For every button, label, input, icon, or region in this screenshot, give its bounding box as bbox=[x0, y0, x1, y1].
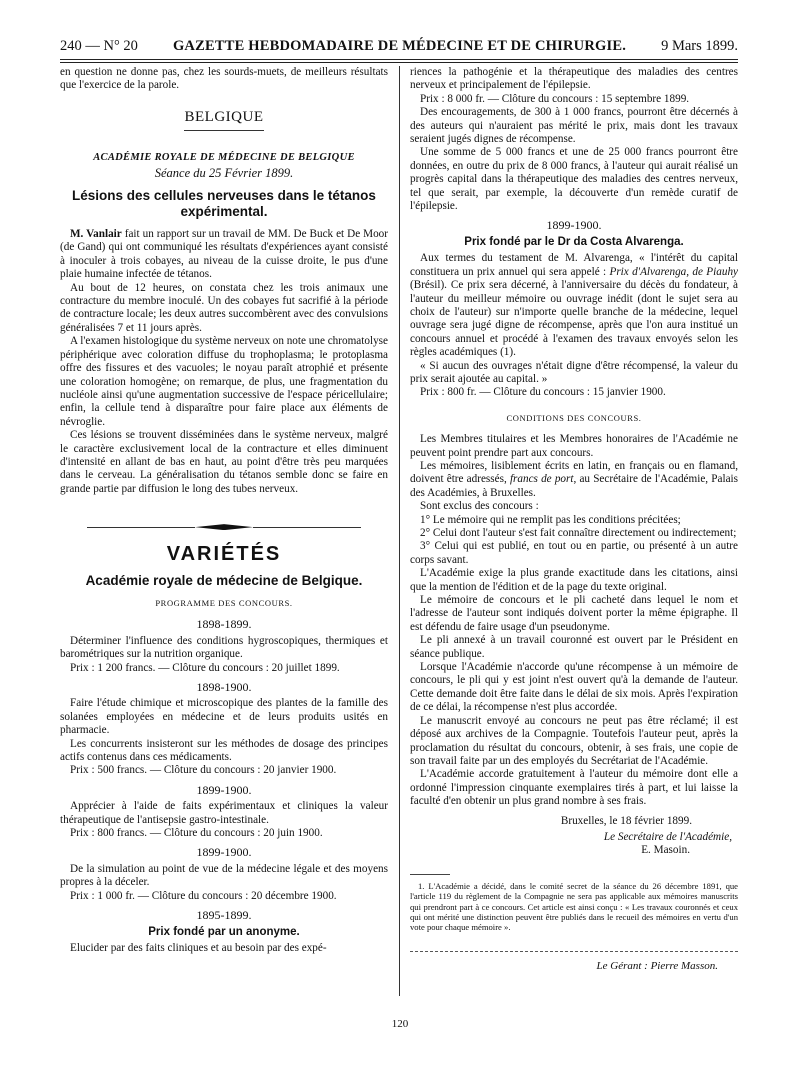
list-item: 3° Celui qui est publié, en tout ou en partie, ou présenté à un autre corps savant. bbox=[410, 540, 738, 566]
prize-title: Prix fondé par le Dr da Costa Alvarenga. bbox=[464, 235, 684, 248]
paragraph bbox=[410, 252, 738, 359]
header-rule bbox=[60, 59, 738, 63]
footnote-rule bbox=[410, 874, 450, 875]
contest-year: 1899-1900. bbox=[196, 845, 252, 860]
contest-year: 1898-1899. bbox=[196, 617, 252, 632]
prize-name: Prix d'Alvarenga, de Piauhy bbox=[609, 265, 738, 278]
right-column bbox=[410, 66, 738, 973]
paragraph: Ces lésions se trouvent disséminées dans le système nerveux, malgré le caractère exclusivement local de la contracture et elles diminuent d'intensité en allant de bas en haut, au point d'être très peu marquées dans le cerveau. La généralisation du tétanos semble donc se faire en grande partie par diffusion le long des tubes nerveux. bbox=[60, 429, 388, 495]
paragraph: De la simulation au point de vue de la médecine légale et des moyens propres à la déceler. bbox=[60, 862, 388, 889]
two-columns bbox=[60, 66, 738, 973]
prize-title: Prix fondé par un anonyme. bbox=[148, 925, 300, 938]
column-divider bbox=[399, 66, 400, 996]
paragraph-text: fait un rapport sur un travail de MM. De Buck et De Moor (de Gand) qui ont communiqué les résultats d'expériences ayant consisté à inoculer à trois cobayes, au niveau de la cuisse droite, le pus d'une plaie humaine infectée de tétanos. bbox=[60, 228, 388, 281]
footnote-text: 1. L'Académie a décidé, dans le comité secret de la séance du 26 décembre 1891, que l'article 119 du règlement de la Compagnie ne sera pas applicable aux mémoires manuscrits qui prendront part à ce concours. Cet article est ainsi conçu : « Les travaux couronnés et ceux qui ont mérité une distinction peuvent être publiés dans le recueil des mémoires en vertu d'un vote pour chaque mémoire ». bbox=[410, 880, 738, 933]
paragraph: Sont exclus des concours : bbox=[420, 500, 539, 513]
paragraph: Le manuscrit envoyé au concours ne peut pas être réclamé; il est déposé aux archives de la Compagnie. Toutefois l'auteur peut, après la proclamation du résultat du concours, obtenir, à ses frais, une copie de son travail faite par un des employés du Secrétariat de l'Académie. bbox=[410, 714, 738, 767]
paragraph: L'Académie exige la plus grande exactitude dans les citations, ainsi que la mention de l'édition et de la page du texte original. bbox=[410, 567, 738, 593]
section-rule bbox=[184, 130, 264, 131]
section-title: BELGIQUE bbox=[184, 108, 264, 125]
academie-title: Académie royale de médecine de Belgique. bbox=[85, 572, 363, 588]
paragraph: A l'examen histologique du système nerveux on note une chromatolyse périphérique avec coloration diffuse du trophoplasma; le protoplasma offre des fissures et des vacuoles; le noyau paraît atrophié et présente une coloration homogène; on remarque, de plus, une fragmentation du nucléole ainsi qu'une augmentation successive de l'espace péricellulaire; enfin, la cellule tend à disparaître pour faire place aux éléments de névroglie. bbox=[60, 335, 388, 428]
prize-line: Prix : 1 000 fr. — Clôture du concours : 20 décembre 1900. bbox=[70, 889, 337, 902]
secretary-role: Le Secrétaire de l'Académie, bbox=[603, 830, 732, 843]
paragraph: Déterminer l'influence des conditions hygroscopiques, thermiques et barométriques sur la nutrition organique. bbox=[60, 634, 388, 661]
speaker-name: M. Vanlair bbox=[70, 228, 122, 241]
page-info: 240 — N° 20 bbox=[60, 38, 138, 54]
varietes-heading: VARIÉTÉS bbox=[166, 543, 282, 566]
intro-paragraph: en question ne donne pas, chez les sourds-muets, de meilleurs résultats que l'exercice de la parole. bbox=[60, 66, 388, 92]
paragraph: Le pli annexé à un travail couronné est ouvert par le Président en séance publique. bbox=[410, 634, 738, 660]
prize-line: Prix : 800 francs. — Clôture du concours : 20 juin 1900. bbox=[70, 827, 323, 840]
place-date: Bruxelles, le 18 février 1899. bbox=[560, 814, 692, 827]
ornament-divider bbox=[60, 524, 388, 530]
paragraph: Au bout de 12 heures, on constata chez les trois animaux une contracture du membre inoculé. Un des cobayes fut sacrifié à la période de contracture locale; les deux autres succombèrent avec des convulsions généralisées 7 et 11 jours après. bbox=[60, 281, 388, 334]
journal-title: GAZETTE HEBDOMADAIRE DE MÉDECINE ET DE CHIRURGIE. bbox=[172, 38, 627, 54]
paragraph: Le mémoire de concours et le pli cacheté dans lequel le nom et l'adresse de l'auteur sont indiqués doivent porter la même épigraphe. Il est défendu de faire usage d'un pseudonyme. bbox=[410, 594, 738, 633]
list-item: 1° Le mémoire qui ne remplit pas les conditions précitées; bbox=[420, 513, 681, 526]
paragraph: Faire l'étude chimique et microscopique des plantes de la famille des solanées employées en médecine et de leurs produits usités en pharmacie. bbox=[60, 697, 388, 737]
left-column bbox=[60, 66, 388, 973]
seance-heading: Séance du 25 Février 1899. bbox=[154, 165, 294, 180]
prize-line: Prix : 1 200 francs. — Clôture du concours : 20 juillet 1899. bbox=[70, 661, 340, 674]
programme-heading: PROGRAMME DES CONCOURS. bbox=[155, 597, 293, 608]
academie-heading: ACADÉMIE ROYALE DE MÉDECINE DE BELGIQUE bbox=[93, 152, 355, 164]
contest-year: 1899-1900. bbox=[196, 782, 252, 797]
gerant-text: Le Gérant : Pierre Masson. bbox=[596, 959, 718, 972]
contest-year: 1895-1899. bbox=[196, 908, 252, 923]
paragraph: Une somme de 5 000 francs et une de 25 000 francs pourront être données, en outre du prix de 8 000 francs, à l'auteur qui aurait réalisé un progrès capital dans la thérapeutique des maladies des centres nerveux, tel que serait, par exemple, la découverte d'un remède curatif de l'épilepsie. bbox=[410, 146, 738, 213]
prize-line: Prix : 800 fr. — Clôture du concours : 15 janvier 1900. bbox=[420, 386, 666, 399]
paragraph: Lorsque l'Académie n'accorde qu'une récompense à un mémoire de concours, le pli qui y est joint n'est ouvert qu'à la demande de l'auteur. Cette demande doit être faite dans le délai de six mois. Après l'expiration de ce délai, la récompense n'est plus accordée. bbox=[410, 661, 738, 714]
paragraph bbox=[60, 228, 388, 282]
issue-date: 9 Mars 1899. bbox=[661, 38, 738, 54]
paragraph: Elucider par des faits cliniques et au besoin par des expé- bbox=[70, 941, 327, 954]
paragraph bbox=[410, 460, 738, 500]
ornament-diamond bbox=[195, 524, 253, 530]
footnote bbox=[410, 881, 738, 933]
prize-line: Prix : 500 francs. — Clôture du concours : 20 janvier 1900. bbox=[70, 764, 337, 777]
paragraph: « Si aucun des ouvrages n'était digne d'être récompensé, la valeur du prix serait ajoutée au capital. » bbox=[410, 359, 738, 385]
page bbox=[60, 38, 738, 973]
contest-year: 1899-1900. bbox=[546, 218, 602, 233]
paragraph-text: Aux termes du testament de M. Alvarenga, « l'intérêt du capital constituera un prix annuel qui sera appelé : bbox=[410, 252, 738, 278]
paragraph: Les Membres titulaires et les Membres honoraires de l'Académie ne peuvent point prendre part aux concours. bbox=[410, 433, 738, 459]
prize-line: Prix : 8 000 fr. — Clôture du concours : 15 septembre 1899. bbox=[420, 92, 690, 105]
paragraph-text: , au Secrétaire de l'Académie, Palais des Académies, à Bruxelles. bbox=[410, 473, 738, 499]
paragraph: riences la pathogénie et la thérapeutique des maladies des centres nerveux et principalement de l'épilepsie. bbox=[410, 66, 738, 92]
paragraph: L'Académie accorde gratuitement à l'auteur du mémoire dont elle a ordonné l'impression cinquante exemplaires tirés à part, et lui laisse la faculté d'en obtenir un plus grand nombre à ses frais. bbox=[410, 768, 738, 808]
running-head bbox=[60, 38, 738, 59]
ornament-line bbox=[87, 527, 195, 528]
gerant-line bbox=[410, 960, 738, 973]
contest-year: 1898-1900. bbox=[196, 680, 252, 694]
paragraph: Des encouragements, de 300 à 1 000 francs, pourront être décernés à des auteurs qui n'auraient pas mérité le prix, mais dont les travaux seraient jugés dignes de récompense. bbox=[410, 106, 738, 146]
secretary-name: E. Masoin. bbox=[641, 844, 690, 857]
paragraph: Apprécier à l'aide de faits expérimentaux et cliniques la valeur thérapeutique de l'antisepsie gastro-intestinale. bbox=[60, 800, 388, 826]
page-number: 120 bbox=[391, 1018, 409, 1030]
paragraph: Les concurrents insisteront sur les méthodes de dosage des principes actifs contenus dans ces médicaments. bbox=[60, 737, 388, 764]
article-title: Lésions des cellules nerveuses dans le tétanos expérimental. bbox=[72, 188, 376, 220]
paragraph-text: Les mémoires, lisiblement écrits en latin, en français ou en flamand, doivent être adressés, bbox=[410, 459, 738, 486]
list-item: 2° Celui dont l'auteur s'est fait connaître directement ou indirectement; bbox=[420, 527, 737, 539]
conditions-heading: CONDITIONS DES CONCOURS. bbox=[506, 412, 642, 423]
dashed-rule bbox=[410, 951, 738, 952]
italic-phrase: francs de port bbox=[509, 473, 574, 486]
ornament-line bbox=[253, 527, 361, 528]
paragraph-text: (Brésil). Ce prix sera décerné, à l'anniversaire du décès du fondateur, à l'auteur du meilleur mémoire ou ouvrage inédit (dont le sujet sera au choix de l'auteur) sur n'importe quelle branche de la médecine, lequel ouvrage sera jugé digne de récompense, après que l'on aura institué un concours annuel et procédé à l'examen des travaux envoyés selon les règles académiques (1). bbox=[410, 279, 738, 359]
